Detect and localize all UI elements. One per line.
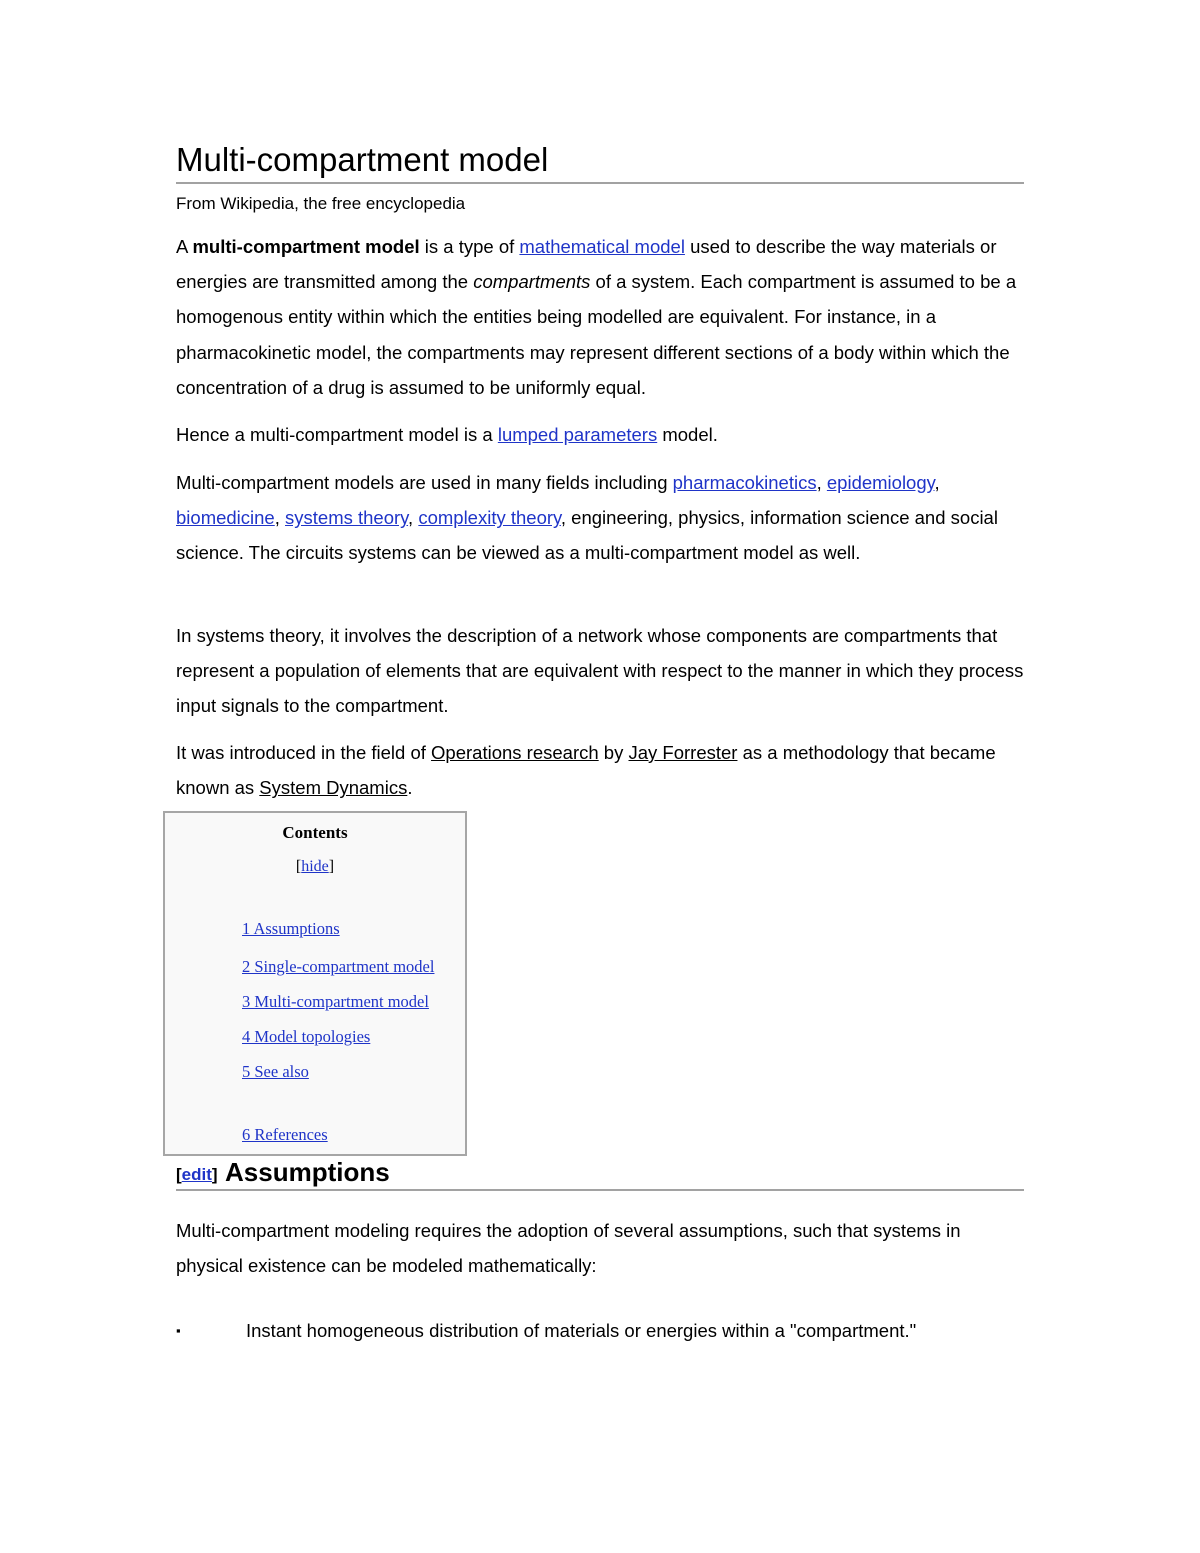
- introduced-text-d: .: [407, 777, 413, 799]
- intro-text-c: used to describe the way materials or energies are transmitted among the: [176, 236, 997, 293]
- intro-text-b: is a type of: [419, 236, 520, 257]
- lumped-text-b: model.: [657, 424, 718, 445]
- introduced-paragraph: [176, 735, 1024, 805]
- bracket: ]: [211, 1165, 218, 1184]
- separator: ,: [274, 507, 286, 529]
- separator: ,: [408, 507, 419, 529]
- bracket: [: [176, 1165, 182, 1184]
- section-body: Multi-compartment modeling requires the adoption of several assumptions, such that systems in physical existence can be modeled mathematically:: [176, 1220, 961, 1277]
- toc-item-references[interactable]: [242, 1124, 328, 1146]
- toc-item-multi-compartment[interactable]: [242, 991, 429, 1013]
- page-subtitle: From Wikipedia, the free encyclopedia: [176, 194, 466, 213]
- toc-link[interactable]: 5 See also: [242, 1062, 309, 1081]
- introduced-text-a: It was introduced in the field of: [176, 742, 432, 763]
- toc-link[interactable]: 6 References: [242, 1125, 328, 1144]
- link-jay-forrester[interactable]: Jay Forrester: [628, 742, 738, 763]
- intro-text-a: A: [176, 236, 193, 257]
- link-operations-research[interactable]: Operations research: [431, 742, 599, 763]
- intro-text-d: of a system. Each compartment is assumed to be a homogenous entity within which the entities being modelled are equivalent. For instance, in a pharmacokinetic model, the compartments may represent different sections of a body within which the concentration of a drug is assumed to be uniformly equal.: [176, 271, 1017, 398]
- fields-text-b: , engineering, physics, information science and social science. The circuits systems can be viewed as a multi-compartment model as well.: [176, 507, 998, 564]
- fields-text-a: Multi-compartment models are used in many fields including: [176, 472, 673, 493]
- separator: ,: [934, 472, 940, 493]
- bullet-icon: ▪: [176, 1323, 181, 1338]
- italic-compartments: compartments: [473, 271, 591, 293]
- toc-link[interactable]: 3 Multi-compartment model: [242, 992, 429, 1011]
- link-lumped-parameters[interactable]: lumped parameters: [497, 424, 658, 445]
- toc-item-single-compartment[interactable]: [242, 956, 434, 978]
- link-system-dynamics[interactable]: System Dynamics: [259, 777, 408, 799]
- toc-title: Contents: [282, 823, 348, 842]
- toc-hide-link[interactable]: hide: [301, 858, 329, 875]
- link-complexity-theory[interactable]: complexity theory: [418, 507, 561, 529]
- edit-link[interactable]: edit: [181, 1165, 212, 1184]
- toc-hide-toggle: [165, 856, 465, 878]
- table-of-contents: [163, 811, 467, 1156]
- link-systems-theory[interactable]: systems theory: [285, 507, 409, 529]
- section-heading-assumptions: [176, 1155, 1024, 1191]
- fields-paragraph: [176, 465, 1024, 571]
- introduced-text-c: as a methodology that became known as: [176, 742, 996, 799]
- toc-item-model-topologies[interactable]: [242, 1026, 370, 1048]
- toc-link[interactable]: 2 Single-compartment model: [242, 957, 435, 976]
- toc-link[interactable]: 1 Assumptions: [242, 919, 340, 938]
- link-pharmacokinetics[interactable]: pharmacokinetics: [672, 472, 817, 493]
- edit-control: [176, 1164, 218, 1186]
- systems-paragraph: In systems theory, it involves the description of a network whose components are compartments that represent a population of elements that are equivalent with respect to the manner in which they process input signals to the compartment.: [176, 625, 1024, 717]
- bold-term: multi-compartment model: [192, 236, 420, 257]
- toc-item-assumptions[interactable]: [242, 918, 340, 940]
- lumped-paragraph: [176, 417, 1024, 452]
- section-title: Assumptions: [225, 1157, 390, 1187]
- bracket: [: [295, 858, 302, 875]
- toc-item-see-also[interactable]: [242, 1061, 309, 1083]
- toc-link[interactable]: 4 Model topologies: [242, 1027, 371, 1046]
- bracket: ]: [328, 858, 335, 875]
- intro-paragraph: [176, 229, 1024, 405]
- lumped-text-a: Hence a multi-compartment model is a: [176, 424, 498, 445]
- page-title: Multi-compartment model: [176, 138, 1024, 184]
- separator: ,: [816, 472, 827, 493]
- bullet-text: Instant homogeneous distribution of materials or energies within a "compartment.": [246, 1320, 917, 1341]
- link-biomedicine[interactable]: biomedicine: [176, 507, 275, 529]
- link-epidemiology[interactable]: epidemiology: [826, 472, 935, 493]
- link-mathematical-model[interactable]: mathematical model: [519, 236, 685, 257]
- introduced-text-b: by: [598, 742, 629, 763]
